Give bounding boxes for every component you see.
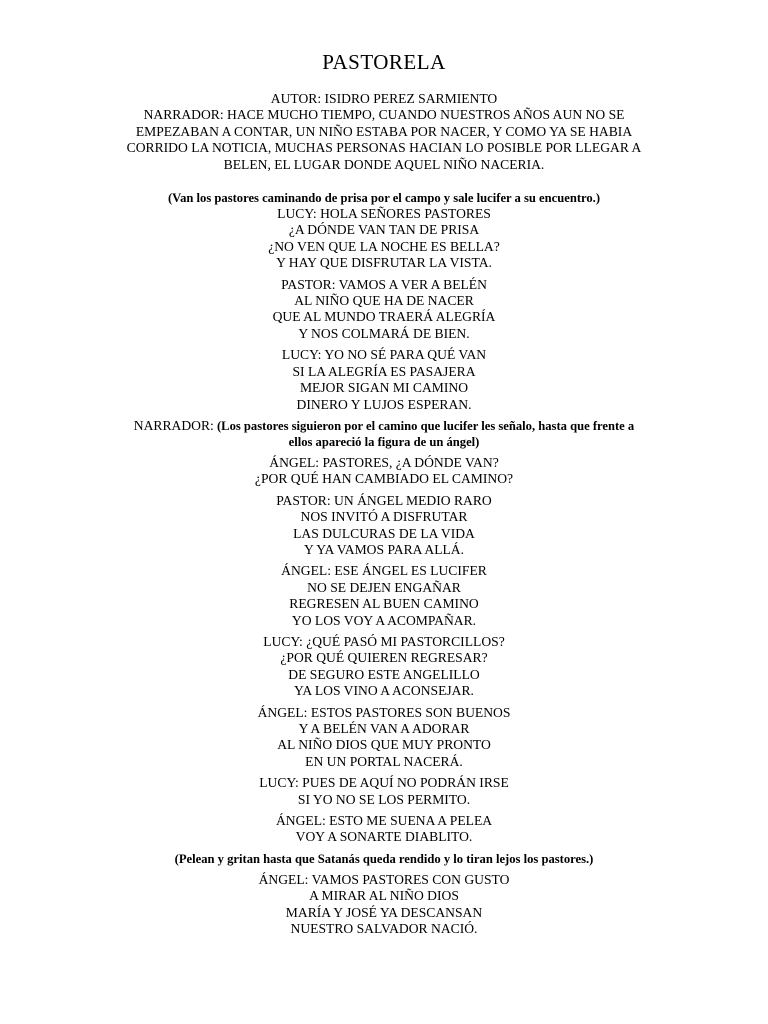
verse-line: PASTOR: UN ÁNGEL MEDIO RARO	[276, 492, 492, 508]
intro-line: EMPEZABAN A CONTAR, UN NIÑO ESTABA POR NACER, Y COMO YA SE HABIA	[135, 123, 633, 139]
verse-line: ÁNGEL: ESTO ME SUENA A PELEA	[275, 813, 493, 829]
verse-line: MARÍA Y JOSÉ YA DESCANSAN	[285, 904, 483, 920]
verse-line: ÁNGEL: VAMOS PASTORES CON GUSTO	[258, 871, 510, 887]
verse-line: SI YO NO SE LOS PERMITO.	[297, 791, 471, 807]
verse-line: Y HAY QUE DISFRUTAR LA VISTA.	[276, 255, 492, 271]
intro-line: NARRADOR: HACE MUCHO TIEMPO, CUANDO NUESTROS AÑOS AUN NO SE	[143, 107, 625, 123]
intro-line: AUTOR: ISIDRO PEREZ SARMIENTO	[270, 91, 498, 106]
stanza	[0, 872, 768, 938]
verse-line: LUCY: ¿QUÉ PASÓ MI PASTORCILLOS?	[263, 633, 505, 649]
verse-line: A MIRAR AL NIÑO DIOS	[309, 888, 459, 904]
verse-line: EN UN PORTAL NACERÁ.	[305, 753, 463, 769]
stanza	[0, 634, 768, 700]
verse-line: NOS INVITÓ A DISFRUTAR	[300, 509, 468, 525]
verse-line: REGRESEN AL BUEN CAMINO	[289, 596, 479, 612]
verse-line: ¿POR QUÉ HAN CAMBIADO EL CAMINO?	[254, 471, 514, 487]
stanza	[0, 206, 768, 272]
narrator-text: (Los pastores siguieron por el camino que lucifer les señalo, hasta que frente a	[216, 418, 635, 433]
stanza	[0, 455, 768, 488]
verse-line: SI LA ALEGRÍA ES PASAJERA	[292, 363, 476, 379]
stage-direction: (Pelean y gritan hasta que Satanás queda rendido y lo tiran lejos los pastores.)	[174, 851, 594, 866]
verse-line: MEJOR SIGAN MI CAMINO	[299, 380, 469, 396]
stanza	[0, 563, 768, 629]
verse-line: AL NIÑO DIOS QUE MUY PRONTO	[277, 737, 491, 753]
verse-line: ¿A DÓNDE VAN TAN DE PRISA	[288, 222, 480, 238]
intro-line: BELEN, EL LUGAR DONDE AQUEL NIÑO NACERIA.	[223, 156, 545, 172]
narrator-note	[0, 418, 768, 450]
verse-line: ÁNGEL: PASTORES, ¿A DÓNDE VAN?	[269, 454, 499, 470]
intro-block	[0, 91, 768, 173]
narrator-text: ellos apareció la figura de un ángel)	[288, 434, 480, 449]
stanza	[0, 775, 768, 808]
verse-line: ¿NO VEN QUE LA NOCHE ES BELLA?	[268, 238, 500, 254]
verse-line: Y NOS COLMARÁ DE BIEN.	[298, 325, 470, 341]
verse-line: NUESTRO SALVADOR NACIÓ.	[290, 921, 478, 937]
verse-line: ¿POR QUÉ QUIEREN REGRESAR?	[280, 650, 488, 666]
verse-line: Y YA VAMOS PARA ALLÁ.	[303, 541, 465, 557]
verse-line: AL NIÑO QUE HA DE NACER	[294, 293, 474, 309]
verse-line: LAS DULCURAS DE LA VIDA	[293, 525, 475, 541]
stanza	[0, 277, 768, 343]
stanza	[0, 347, 768, 413]
verse-line: ÁNGEL: ESE ÁNGEL ES LUCIFER	[281, 563, 487, 579]
verse-line: DINERO Y LUJOS ESPERAN.	[296, 396, 472, 412]
verse-line: LUCY: HOLA SEÑORES PASTORES	[277, 206, 491, 222]
intro-line: CORRIDO LA NOTICIA, MUCHAS PERSONAS HACIAN LO POSIBLE POR LLEGAR A	[126, 140, 642, 156]
verse-line: VOY A SONARTE DIABLITO.	[295, 829, 473, 845]
verse-line: YA LOS VINO A ACONSEJAR.	[294, 683, 474, 699]
verse-line: NO SE DEJEN ENGAÑAR	[307, 579, 461, 595]
verse-line: ÁNGEL: ESTOS PASTORES SON BUENOS	[257, 704, 511, 720]
verse-line: DE SEGURO ESTE ANGELILLO	[288, 666, 480, 682]
verse-line: PASTOR: VAMOS A VER A BELÉN	[281, 276, 487, 292]
stanza	[0, 813, 768, 846]
verse-line: QUE AL MUNDO TRAERÁ ALEGRÍA	[272, 309, 496, 325]
stanza	[0, 705, 768, 771]
verse-line: LUCY: PUES DE AQUÍ NO PODRÁN IRSE	[259, 775, 509, 791]
document-title: PASTORELA	[322, 50, 446, 74]
verse-line: LUCY: YO NO SÉ PARA QUÉ VAN	[281, 347, 487, 363]
stage-direction: (Van los pastores caminando de prisa por el campo y sale lucifer a su encuentro.)	[167, 191, 601, 206]
verse-line: YO LOS VOY A ACOMPAÑAR.	[291, 612, 477, 628]
stanza	[0, 493, 768, 559]
narrator-label: NARRADOR:	[133, 417, 214, 433]
verse-line: Y A BELÉN VAN A ADORAR	[298, 721, 470, 736]
